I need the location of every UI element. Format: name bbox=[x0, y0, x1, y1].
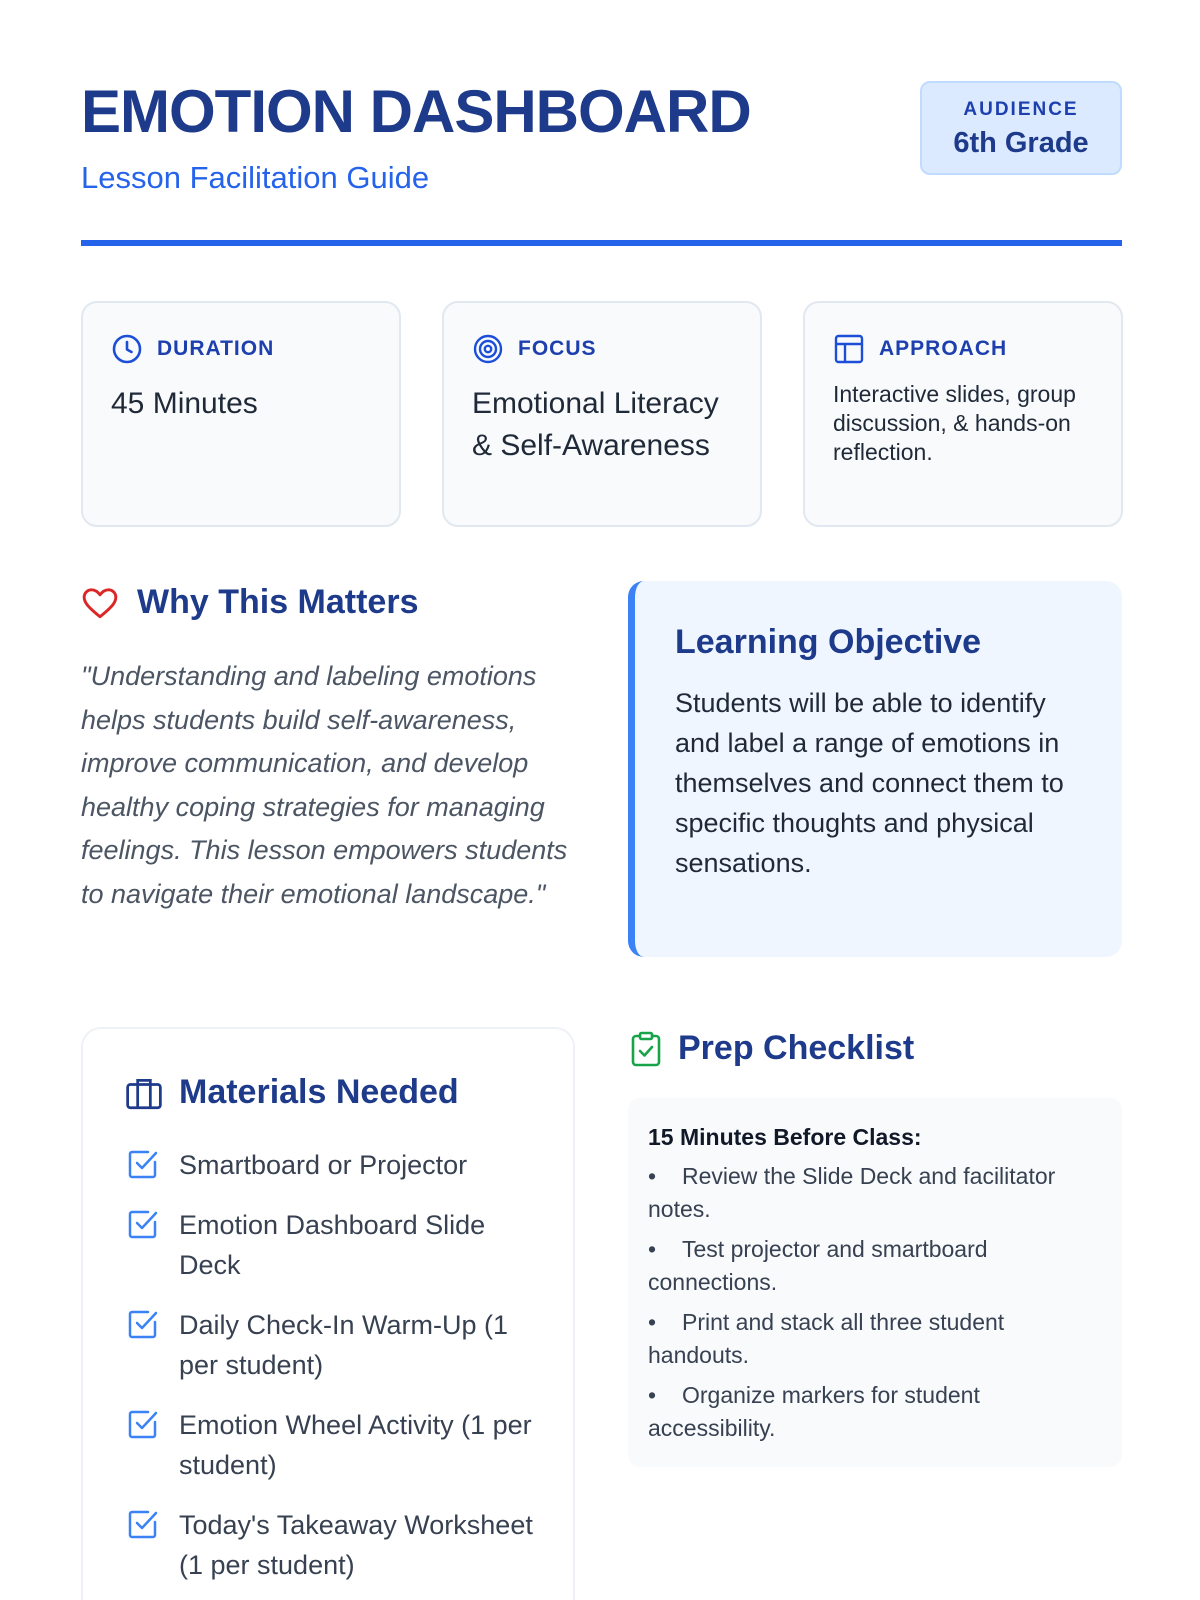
bullet: • bbox=[648, 1382, 657, 1408]
material-label: Smartboard or Projector bbox=[179, 1150, 468, 1180]
target-icon bbox=[472, 333, 504, 365]
page-subtitle: Lesson Facilitation Guide bbox=[81, 160, 430, 195]
list-item bbox=[127, 1505, 547, 1585]
why-title: Why This Matters bbox=[137, 583, 419, 621]
approach-label: APPROACH bbox=[879, 337, 1008, 360]
checkbox-icon bbox=[127, 1308, 159, 1340]
objective-text: Students will be able to identify and label a range of emotions in themselves and connect them to specific thoughts and physical sensations. bbox=[675, 688, 1064, 878]
prep-item-text: Review the Slide Deck and facilitator notes. bbox=[648, 1163, 1056, 1222]
prep-title: Prep Checklist bbox=[678, 1029, 915, 1067]
material-label: Emotion Dashboard Slide Deck bbox=[179, 1210, 486, 1280]
duration-value: 45 Minutes bbox=[111, 387, 258, 420]
header-divider bbox=[81, 240, 1122, 246]
focus-value: Emotional Literacy & Self-Awareness bbox=[472, 387, 719, 462]
materials-title: Materials Needed bbox=[179, 1073, 459, 1111]
material-label: Daily Check-In Warm-Up (1 per student) bbox=[179, 1310, 509, 1380]
material-label: Emotion Wheel Activity (1 per student) bbox=[179, 1410, 532, 1480]
why-quote: "Understanding and labeling emotions helps students build self-awareness, improve communication, and develop healthy coping strategies for managing feelings. This lesson empowers students to navigate their emotional landscape." bbox=[81, 661, 568, 909]
page-title: EMOTION DASHBOARD bbox=[81, 78, 751, 145]
clipboard-check-icon bbox=[630, 1031, 662, 1067]
layout-icon bbox=[833, 333, 865, 365]
checkbox-icon bbox=[127, 1508, 159, 1540]
list-item bbox=[648, 1160, 1098, 1226]
checkbox-icon bbox=[127, 1408, 159, 1440]
audience-badge bbox=[920, 81, 1122, 175]
materials-list bbox=[127, 1145, 547, 1600]
list-item bbox=[127, 1145, 547, 1185]
prep-item-text: Test projector and smartboard connections. bbox=[648, 1236, 988, 1295]
checkbox-icon bbox=[127, 1208, 159, 1240]
approach-card bbox=[803, 301, 1123, 527]
prep-item-text: Print and stack all three student handouts. bbox=[648, 1309, 1005, 1368]
why-heading bbox=[81, 583, 418, 622]
list-item bbox=[648, 1379, 1098, 1445]
focus-card bbox=[442, 301, 762, 527]
bullet: • bbox=[648, 1236, 657, 1262]
audience-label: AUDIENCE bbox=[963, 99, 1079, 120]
briefcase-icon bbox=[125, 1076, 163, 1110]
list-item bbox=[648, 1306, 1098, 1372]
bullet: • bbox=[648, 1309, 657, 1335]
prep-subheading: 15 Minutes Before Class: bbox=[648, 1124, 922, 1150]
prep-item-text: Organize markers for student accessibility. bbox=[648, 1382, 980, 1441]
learning-objective-panel bbox=[628, 581, 1122, 957]
objective-title: Learning Objective bbox=[675, 623, 982, 661]
material-label: Today's Takeaway Worksheet (1 per student) bbox=[179, 1510, 533, 1580]
list-item bbox=[127, 1405, 547, 1485]
duration-card bbox=[81, 301, 401, 527]
bullet: • bbox=[648, 1163, 657, 1189]
list-item bbox=[127, 1305, 547, 1385]
list-item bbox=[127, 1205, 547, 1285]
prep-list bbox=[648, 1160, 1098, 1452]
duration-label: DURATION bbox=[157, 337, 275, 360]
list-item bbox=[648, 1233, 1098, 1299]
materials-card bbox=[81, 1027, 575, 1600]
heart-icon bbox=[81, 586, 119, 620]
focus-label: FOCUS bbox=[518, 337, 597, 360]
prep-heading bbox=[630, 1029, 914, 1068]
prep-checklist-box bbox=[628, 1098, 1122, 1467]
clock-icon bbox=[111, 333, 143, 365]
approach-value: Interactive slides, group discussion, & hands-on reflection. bbox=[833, 381, 1076, 465]
checkbox-icon bbox=[127, 1148, 159, 1180]
audience-value: 6th Grade bbox=[953, 127, 1089, 159]
